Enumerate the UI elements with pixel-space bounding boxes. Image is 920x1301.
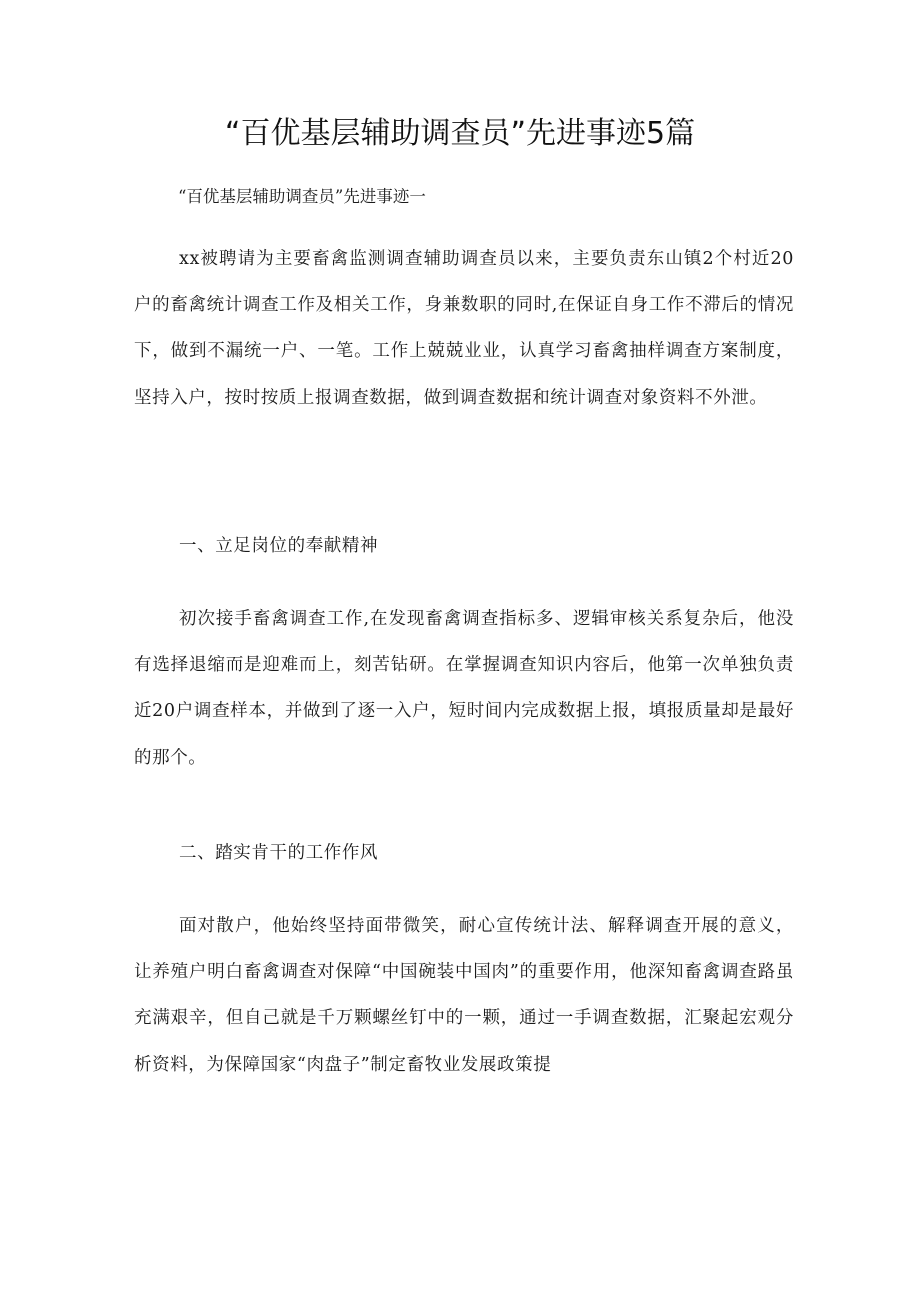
section-heading-2: 二、踏实肯干的工作作风 [179,843,379,863]
section-heading-1: 一、立足岗位的奉献精神 [179,536,379,556]
intro-paragraph: xx被聘请为主要畜禽监测调查辅助调查员以来，主要负责东山镇2个村近20户的畜禽统计调查工作及相关工作，身兼数职的同时,在保证自身工作不滞后的情况下，做到不漏统一户、一笔。工作上兢兢业业，认真学习畜禽抽样调查方案制度，坚持入户，按时按质上报调查数据，做到调查数据和统计调查对象资料不外泄。 [134,249,794,408]
section-1-paragraph: 初次接手畜禽调查工作,在发现畜禽调查指标多、逻辑审核关系复杂后，他没有选择退缩而是迎难而上，刻苦钻研。在掌握调查知识内容后，他第一次单独负责近20户调查样本，并做到了逐一入户，短时间内完成数据上报，填报质量却是最好的那个。 [134,609,794,768]
document-subtitle: “百优基层辅助调查员”先进事迹一 [178,187,426,206]
document-title: “百优基层辅助调查员”先进事迹5篇 [224,116,696,151]
section-2-paragraph: 面对散户，他始终坚持面带微笑，耐心宣传统计法、解释调查开展的意义，让养殖户明白畜禽调查对保障“中国碗装中国肉”的重要作用，他深知畜禽调查路虽充满艰辛，但自己就是千万颗螺丝钉中的一颗，通过一手调查数据，汇聚起宏观分析资料，为保障国家“肉盘子”制定畜牧业发展政策提 [134,916,794,1075]
